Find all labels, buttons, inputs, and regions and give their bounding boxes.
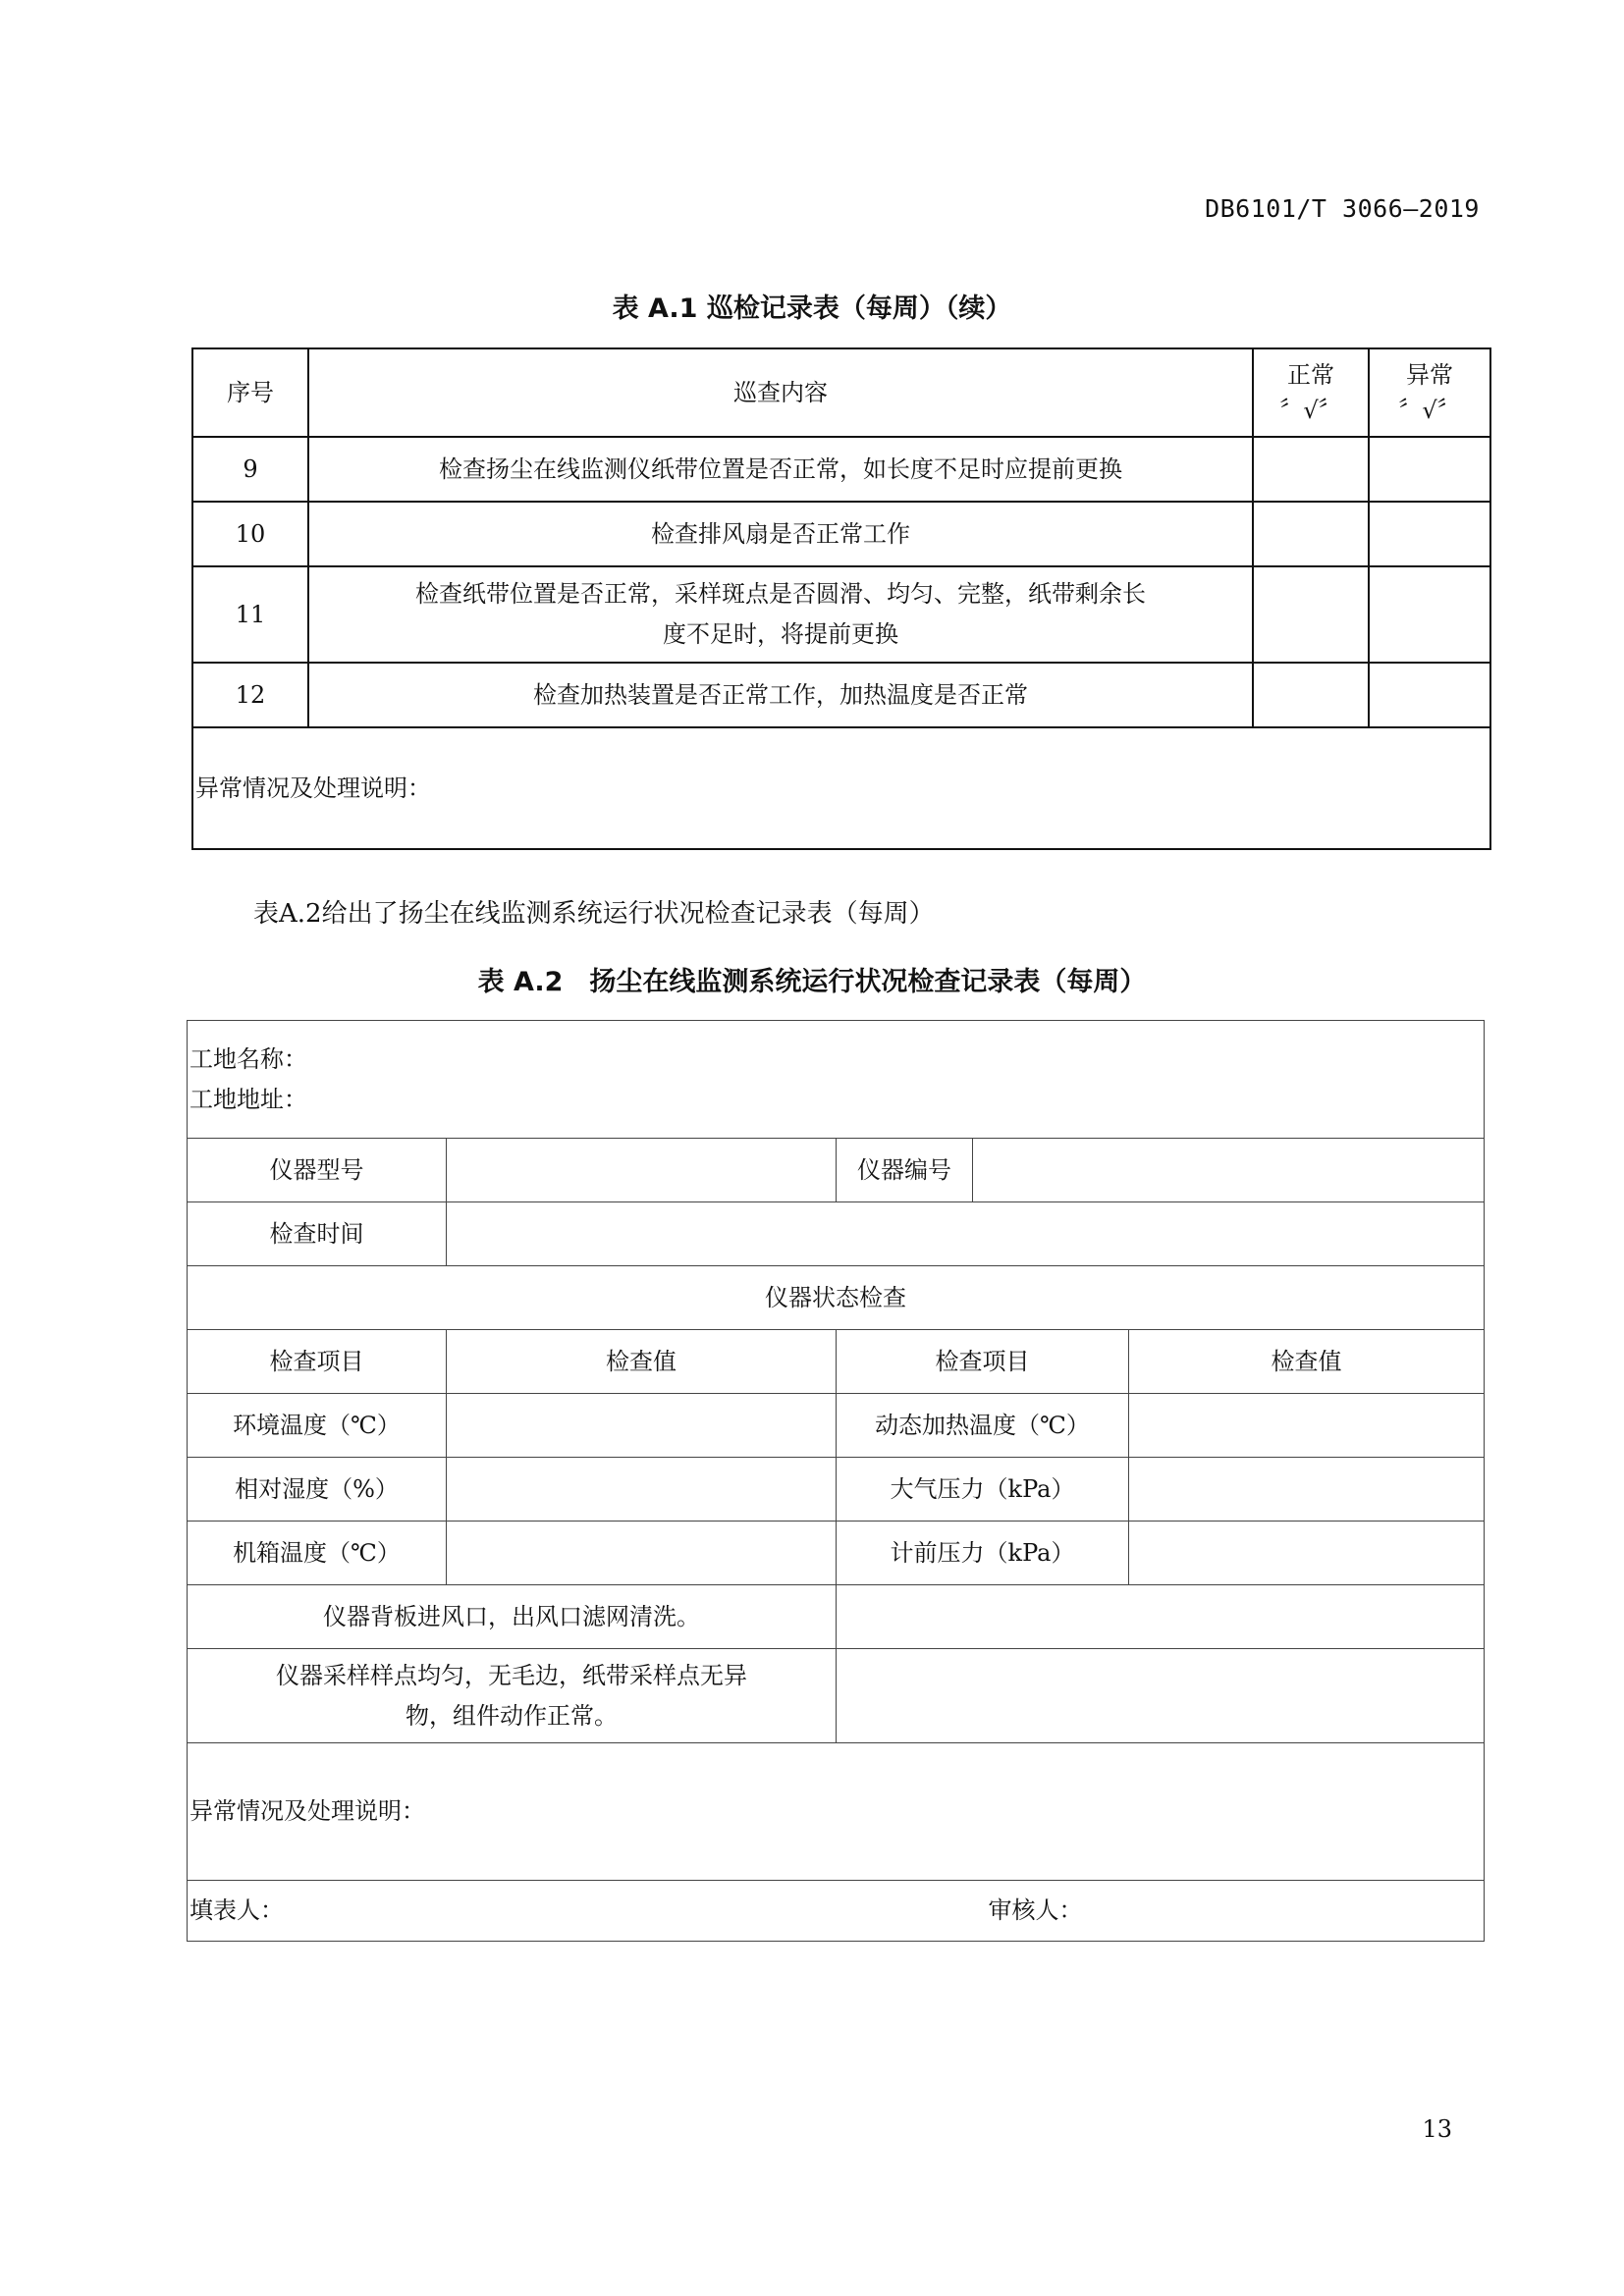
item-value-field[interactable] <box>447 1458 837 1522</box>
table-row <box>192 566 1490 663</box>
check-result-field[interactable] <box>837 1585 1485 1649</box>
col-value-header: 检查值 <box>447 1330 837 1394</box>
abnormal-check-cell[interactable] <box>1369 502 1490 566</box>
item-label: 相对湿度（%） <box>188 1458 447 1522</box>
table-row <box>192 663 1490 727</box>
row-content: 检查扬尘在线监测仪纸带位置是否正常，如长度不足时应提前更换 <box>308 437 1253 502</box>
row-seq: 10 <box>192 502 308 566</box>
item-value-field[interactable] <box>447 1394 837 1458</box>
header-abnormal-label: 异常 <box>1406 361 1453 389</box>
item-value-field[interactable] <box>447 1522 837 1585</box>
item-label: 环境温度（℃） <box>188 1394 447 1458</box>
table-row <box>188 1458 1485 1522</box>
model-label: 仪器型号 <box>188 1139 447 1202</box>
serial-label: 仪器编号 <box>837 1139 973 1202</box>
col-value-header: 检查值 <box>1129 1330 1485 1394</box>
abnormal-check-cell[interactable] <box>1369 437 1490 502</box>
table-row <box>192 727 1490 849</box>
time-label: 检查时间 <box>188 1202 447 1266</box>
check-row <box>188 1585 1485 1649</box>
item-label: 大气压力（kPa） <box>837 1458 1129 1522</box>
header-normal-mark: 〞√〞 <box>1279 397 1342 424</box>
normal-check-cell[interactable] <box>1253 437 1369 502</box>
header-normal <box>1253 348 1369 437</box>
check-row <box>188 1649 1485 1743</box>
time-value-field[interactable] <box>447 1202 1485 1266</box>
item-label: 动态加热温度（℃） <box>837 1394 1129 1458</box>
header-normal-label: 正常 <box>1287 361 1334 389</box>
row-content <box>308 566 1253 663</box>
table-row <box>188 1522 1485 1585</box>
check-item-sampling <box>188 1649 837 1743</box>
site-info-cell[interactable] <box>188 1021 1485 1139</box>
abnormal-note-field[interactable]: 异常情况及处理说明： <box>192 727 1490 849</box>
header-seq: 序号 <box>192 348 308 437</box>
row-seq: 11 <box>192 566 308 663</box>
check-item-filter: 仪器背板进风口，出风口滤网清洗。 <box>188 1585 837 1649</box>
section-row <box>188 1266 1485 1330</box>
table-row <box>192 502 1490 566</box>
check-item-line: 仪器采样样点均匀，无毛边，纸带采样点无异 <box>276 1661 747 1689</box>
intro-paragraph: 表A.2给出了扬尘在线监测系统运行状况检查记录表（每周） <box>253 899 935 929</box>
check-item-line: 物，组件动作正常。 <box>406 1701 618 1730</box>
item-value-field[interactable] <box>1129 1522 1485 1585</box>
item-value-field[interactable] <box>1129 1458 1485 1522</box>
reviewer-field[interactable]: 审核人： <box>973 1881 1485 1942</box>
note-row <box>188 1743 1485 1881</box>
section-title: 仪器状态检查 <box>188 1266 1485 1330</box>
serial-value-field[interactable] <box>973 1139 1485 1202</box>
col-item-header: 检查项目 <box>188 1330 447 1394</box>
row-seq: 12 <box>192 663 308 727</box>
table-row <box>192 437 1490 502</box>
table-a1 <box>191 347 1491 850</box>
instrument-row <box>188 1139 1485 1202</box>
site-info-row <box>188 1021 1485 1139</box>
table-a1-title: 表 A.1 巡检记录表（每周）（续） <box>612 294 1012 324</box>
check-result-field[interactable] <box>837 1649 1485 1743</box>
normal-check-cell[interactable] <box>1253 663 1369 727</box>
page-number: 13 <box>1422 2115 1452 2143</box>
table-a2 <box>187 1020 1485 1942</box>
column-header-row <box>188 1330 1485 1394</box>
row-content: 检查排风扇是否正常工作 <box>308 502 1253 566</box>
header-abnormal-mark: 〞√〞 <box>1398 397 1461 424</box>
site-address-label: 工地地址： <box>189 1085 307 1113</box>
abnormal-check-cell[interactable] <box>1369 566 1490 663</box>
site-name-label: 工地名称： <box>189 1044 307 1073</box>
row-seq: 9 <box>192 437 308 502</box>
time-row <box>188 1202 1485 1266</box>
row-content-line: 检查纸带位置是否正常，采样斑点是否圆滑、均匀、完整，纸带剩余长 <box>415 580 1146 609</box>
row-content: 检查加热装置是否正常工作，加热温度是否正常 <box>308 663 1253 727</box>
normal-check-cell[interactable] <box>1253 502 1369 566</box>
normal-check-cell[interactable] <box>1253 566 1369 663</box>
header-abnormal <box>1369 348 1490 437</box>
table-header-row <box>192 348 1490 437</box>
abnormal-check-cell[interactable] <box>1369 663 1490 727</box>
item-value-field[interactable] <box>1129 1394 1485 1458</box>
model-value-field[interactable] <box>447 1139 837 1202</box>
table-row <box>188 1394 1485 1458</box>
col-item-header: 检查项目 <box>837 1330 1129 1394</box>
abnormal-note-field[interactable]: 异常情况及处理说明： <box>188 1743 1485 1881</box>
filler-field[interactable]: 填表人： <box>188 1881 973 1942</box>
item-label: 计前压力（kPa） <box>837 1522 1129 1585</box>
row-content-line: 度不足时，将提前更换 <box>663 620 898 648</box>
signature-row <box>188 1881 1485 1942</box>
table-a2-title: 表 A.2 扬尘在线监测系统运行状况检查记录表（每周） <box>477 967 1147 997</box>
header-content: 巡查内容 <box>308 348 1253 437</box>
item-label: 机箱温度（℃） <box>188 1522 447 1585</box>
document-id: DB6101/T 3066—2019 <box>1205 194 1480 223</box>
